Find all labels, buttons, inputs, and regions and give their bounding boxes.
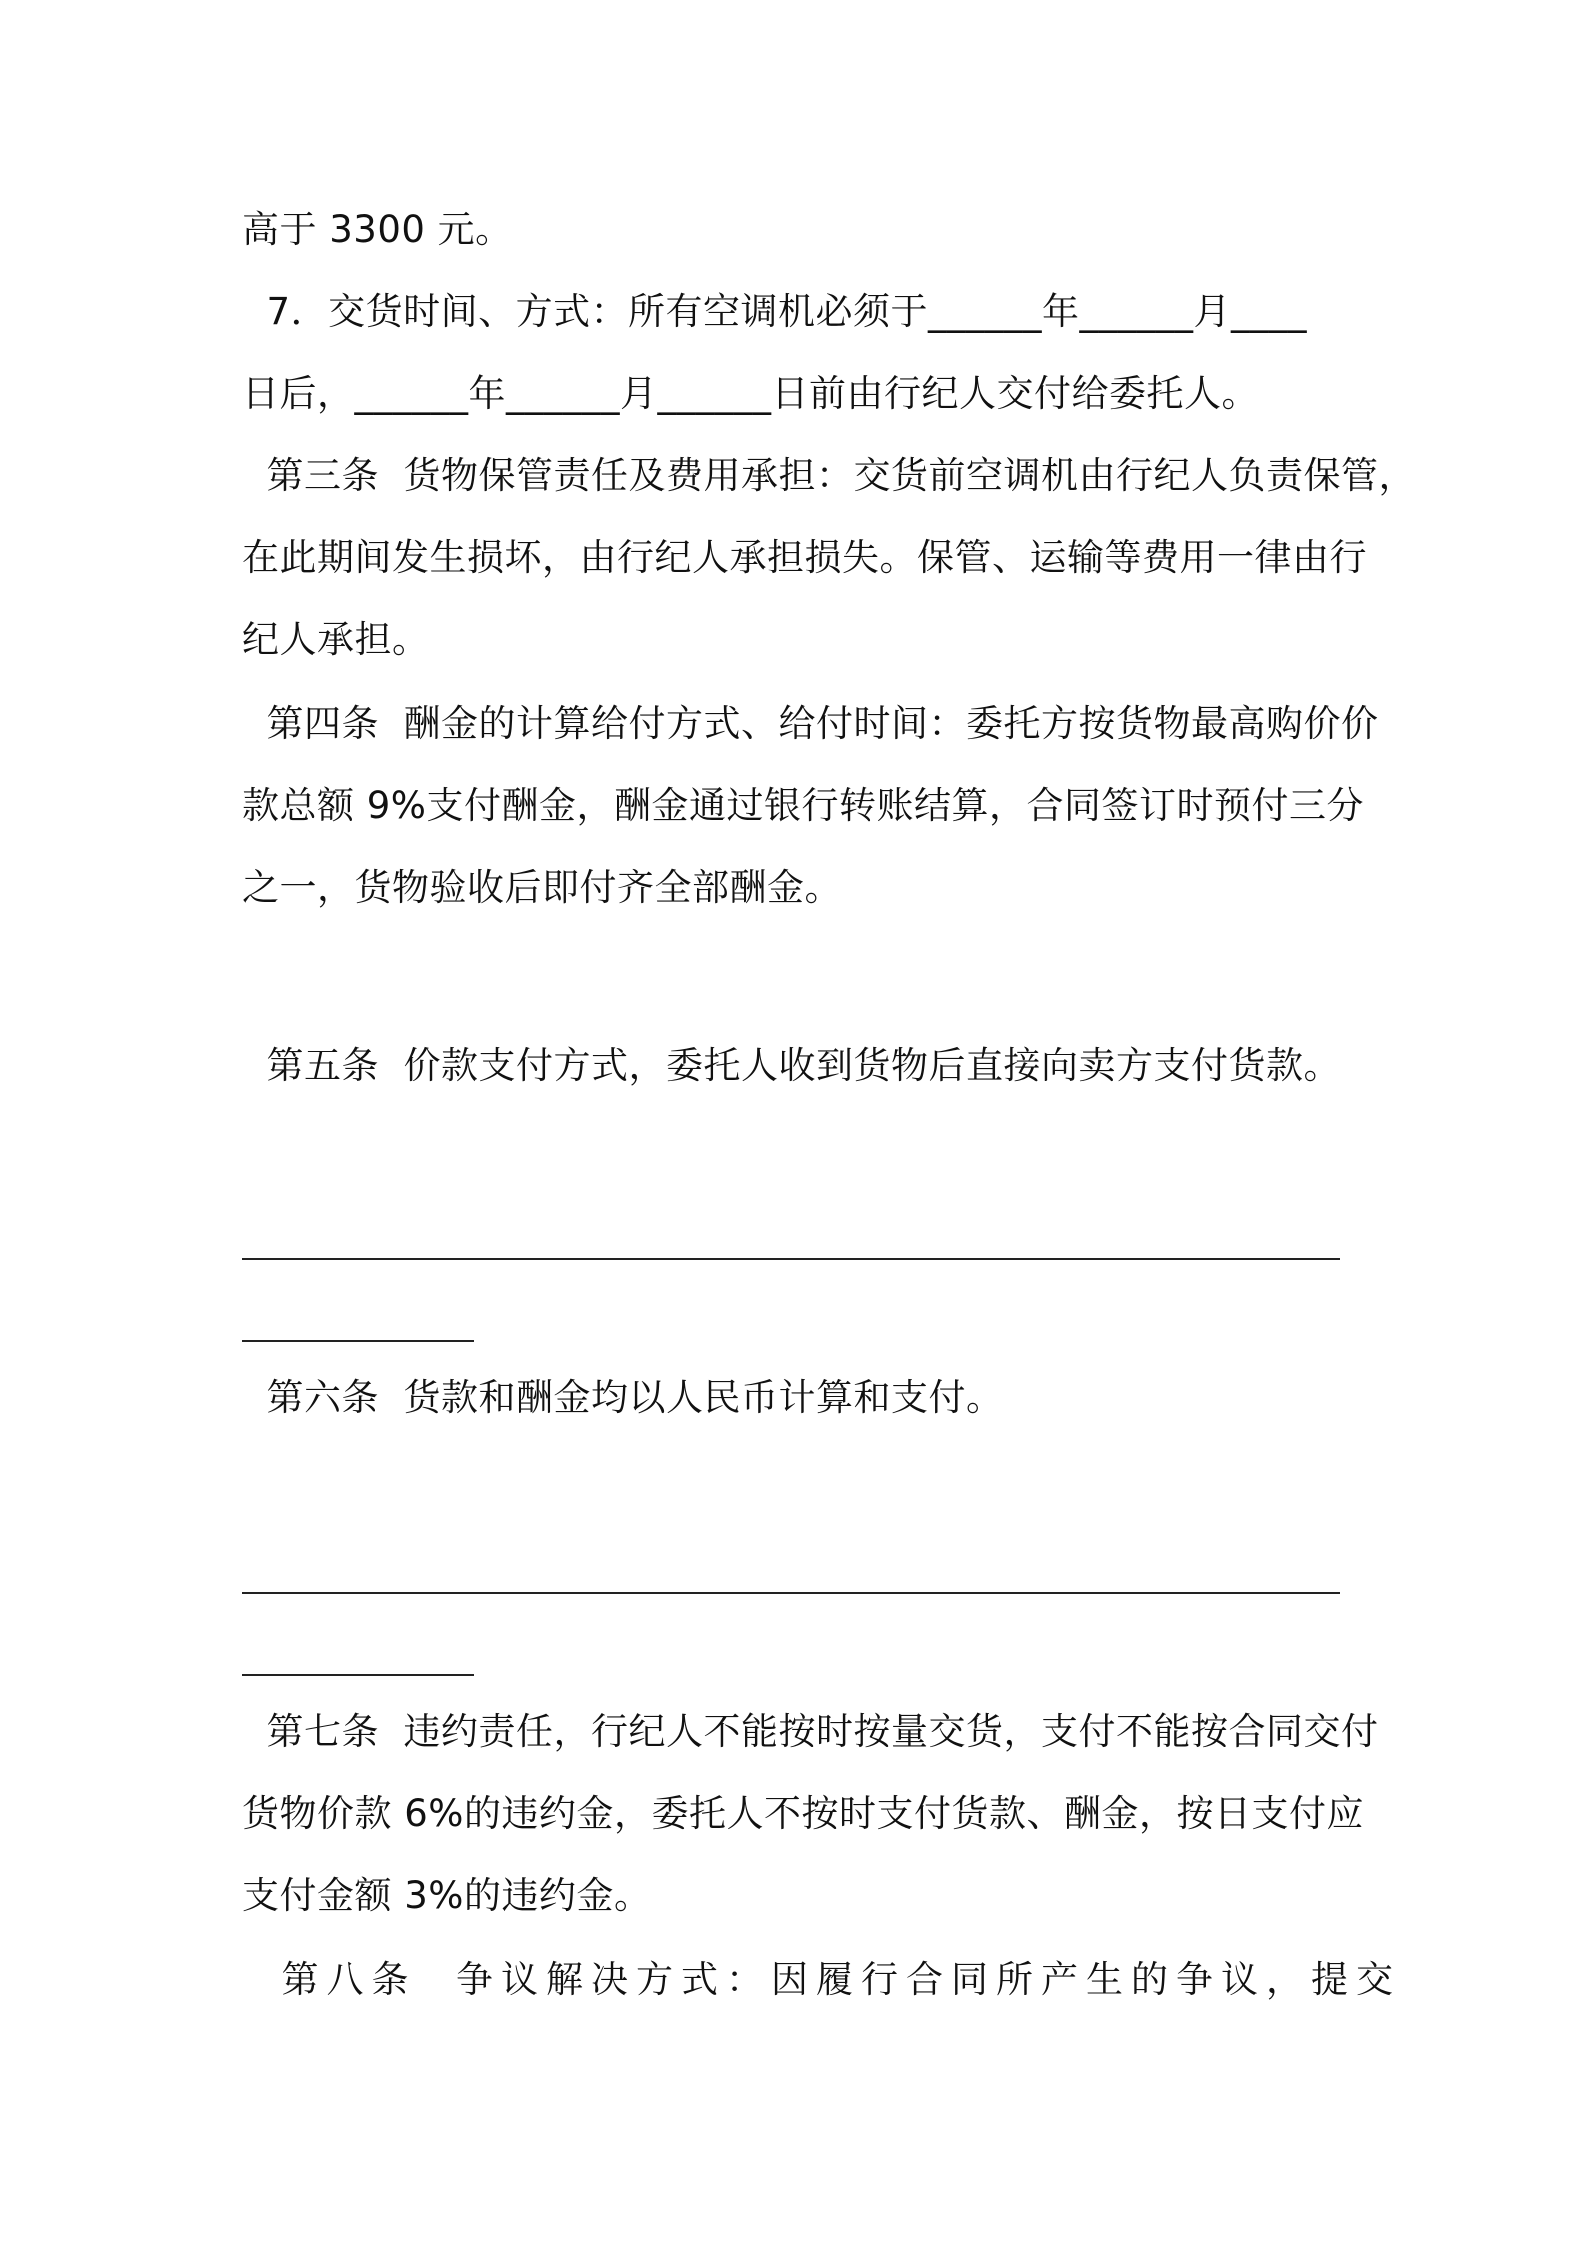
text-line: 7．交货时间、方式：所有空调机必须于______年______月____: [242, 290, 1308, 333]
text-line: 第四条 酬金的计算给付方式、给付时间：委托方按货物最高购价价: [242, 702, 1379, 745]
text-line: 货物价款 6%的违约金，委托人不按时支付货款、酬金，按日支付应: [242, 1792, 1364, 1835]
text-line: 第三条 货物保管责任及费用承担：交货前空调机由行纪人负责保管，: [242, 454, 1417, 497]
text-line: 在此期间发生损坏，由行纪人承担损失。保管、运输等费用一律由行: [242, 536, 1367, 579]
text-line: 之一，货物验收后即付齐全部酬金。: [242, 866, 842, 909]
text-line: 日后，______年______月______日前由行纪人交付给委托人。: [242, 372, 1259, 415]
text-line: 款总额 9%支付酬金，酬金通过银行转账结算，合同签订时预付三分: [242, 784, 1364, 827]
blank-fill-line: [242, 1674, 474, 1676]
blank-fill-line: [242, 1258, 1340, 1260]
text-line: 高于 3300 元。: [242, 208, 513, 251]
text-line: 支付金额 3%的违约金。: [242, 1874, 652, 1917]
blank-fill-line: [242, 1592, 1340, 1594]
text-line: 第六条 货款和酬金均以人民币计算和支付。: [242, 1376, 1004, 1419]
text-line: 第七条 违约责任，行纪人不能按时按量交货，支付不能按合同交付: [242, 1710, 1379, 1753]
text-line: 纪人承担。: [242, 618, 430, 661]
text-line: 第八条 争议解决方式：因履行合同所产生的争议，提交: [242, 1958, 1402, 2001]
blank-fill-line: [242, 1340, 474, 1342]
text-line: 第五条 价款支付方式，委托人收到货物后直接向卖方支付货款。: [242, 1044, 1342, 1087]
